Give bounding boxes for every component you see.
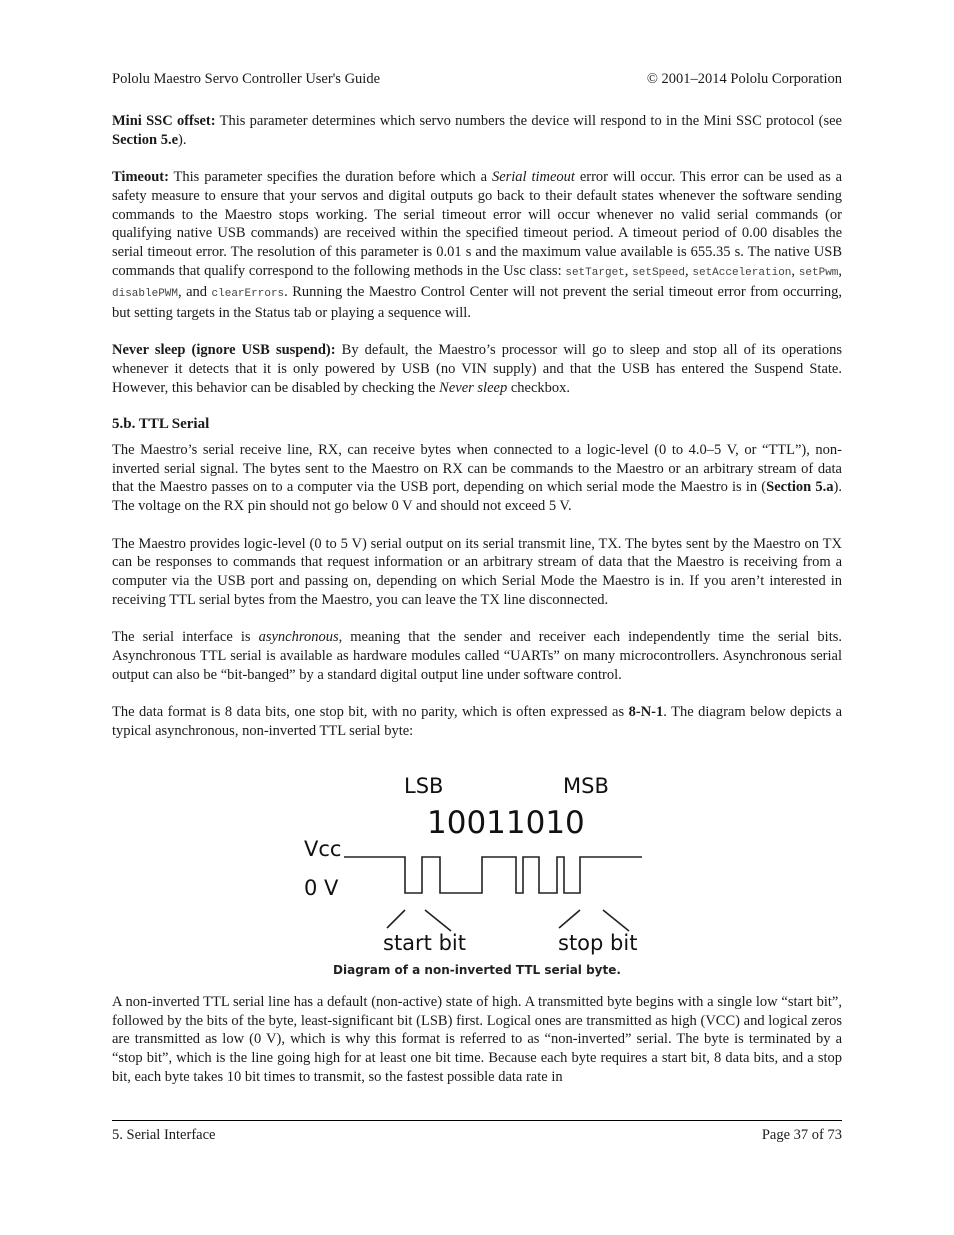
ttl-serial-diagram [112,745,842,963]
timeout-term: Timeout: [112,169,169,186]
serial-timeout-em: Serial timeout [491,169,575,186]
lsb-label: LSB [404,773,444,798]
footer-divider [112,1120,842,1121]
sep: , [791,263,799,280]
async-text-2: , meaning that the sender and receiver each independently time the serial bits. Asynchronous TTL serial is available as hardware modules called “UARTs” on many microcontrollers. Asynchronous serial output can also be “bit-banged” by a standard digital output line under software control. [112,629,842,683]
never-sleep-text: By default, the Maestro’s processor will go to sleep and stop all of its operations whenever it detects that it is only powered by USB (no VIN supply) and that the USB has entered the Suspend State. However, this behavior can be disabled by checking the [112,341,842,396]
zero-volt-label: 0 V [304,875,339,900]
non-inverted-paragraph: A non-inverted TTL serial line has a default (non-active) state of high. A transmitted byte begins with a single low “start bit”, followed by the bits of the byte, least-significant bit (LSB) first. Logical ones are transmitted as high (VCC) and logical zeros are transmitted as low (0 V), which is why this format is referred to as “non-inverted” serial. The byte is terminated by a “stop bit”, which is the line going high for at least one bit time. Because each byte requires a start bit, 8 data bits, and a stop bit, each byte takes 10 bit times to transmit, so the fastest possible data rate in [112,993,842,1085]
section-5e-ref: Section 5.e [112,131,179,148]
asynchronous-em: asynchronous [258,629,339,646]
async-paragraph [112,628,842,684]
async-text: The serial interface is [112,629,259,646]
mini-ssc-text-end: ). [178,131,187,148]
start-bit-pointer-right [425,910,451,931]
footer-section: 5. Serial Interface [112,1127,216,1143]
rx-text-2: ). The voltage on the RX pin should not go below 0 V and should not exceed 5 V. [112,479,842,515]
msb-label: MSB [563,773,609,798]
code-setspeed: setSpeed [632,267,685,280]
footer-page-number: Page 37 of 73 [761,1127,842,1143]
diagram-caption: Diagram of a non-inverted TTL serial byte. [333,962,621,977]
timeout-paragraph [112,168,842,322]
8n1-strong: 8-N-1 [628,704,664,721]
mini-ssc-offset-paragraph [112,112,842,150]
header-title: Pololu Maestro Servo Controller User's Guide [112,71,381,87]
waveform-line [344,857,642,893]
section-5a-ref: Section 5.a [766,479,834,496]
format-text: The data format is 8 data bits, one stop bit, with no parity, which is often expressed as [112,704,629,721]
start-bit-label: start bit [383,930,466,955]
sep: , and [178,283,212,300]
ttl-serial-diagram-svg [112,745,842,963]
page-footer [112,1127,842,1144]
mini-ssc-offset-term: Mini SSC offset: [112,113,216,129]
format-text-2: . The diagram below depicts a typical asynchronous, non-inverted TTL serial byte: [112,704,843,739]
never-sleep-text-2: checkbox. [507,379,571,396]
code-setacceleration: setAcceleration [692,267,792,280]
never-sleep-em: Never sleep [439,379,508,396]
vcc-label: Vcc [304,836,342,861]
stop-bit-label: stop bit [558,930,638,955]
page-header [112,71,842,88]
code-clearerrors: clearErrors [211,287,285,300]
sep: , [838,263,843,280]
byte-value-label: 10011010 [427,804,585,841]
tx-paragraph: The Maestro provides logic-level (0 to 5 V) serial output on its serial transmit line, TX. The bytes sent by the Maestro on TX can be responses to commands that request information or an arbitrary stream of data that the Maestro is receiving from a computer via the USB port and passing on, depending on which Serial Mode the Maestro is in. If you aren’t interested in receiving TTL serial bytes from the Maestro, you can leave the TX line disconnected. [112,535,842,608]
code-disablepwm: disablePWM [112,287,179,300]
timeout-text: This parameter specifies the duration before which a [168,169,492,186]
code-settarget: setTarget [565,267,625,280]
never-sleep-term: Never sleep (ignore USB suspend): [112,341,336,358]
timeout-text-2: error will occur. This error can be used as a safety measure to ensure that your servos and digital outputs go back to their default states whenever the software sending commands to the Maestro stops working. The serial timeout error will occur whenever no valid serial commands (or qualifying native USB commands) are received within the specified timeout period. A timeout period of 0.00 disables the serial timeout error. The resolution of this parameter is 0.01 s and the maximum value available is 655.35 s. The native USB commands that qualify correspond to the following methods in the Usc class: [112,169,843,280]
timeout-text-3: . Running the Maestro Control Center will not prevent the serial timeout error from occurring, but setting targets in the Status tab or playing a sequence will. [112,283,843,321]
stop-bit-pointer-right [603,910,629,931]
never-sleep-paragraph [112,341,842,397]
mini-ssc-text: This parameter determines which servo numbers the device will respond to in the Mini SSC protocol (see [215,113,842,129]
sep: , [684,263,693,280]
section-title: 5.b. TTL Serial [112,415,210,432]
stop-bit-pointer-left [559,910,580,928]
rx-paragraph [112,441,842,516]
data-format-paragraph [112,703,842,741]
page-content [112,112,842,1105]
sep: , [624,263,633,280]
code-setpwm: setPwm [798,267,839,280]
header-copyright: © 2001–2014 Pololu Corporation [646,71,842,87]
rx-text: The Maestro’s serial receive line, RX, can receive bytes when connected to a logic-level (0 to 4.0–5 V, or “TTL”), non-inverted serial signal. The bytes sent to the Maestro on RX can be commands to the Maestro or an arbitrary stream of data that the Maestro passes on to a computer via the USB port, depending on which serial mode the Maestro is in ( [112,441,842,496]
start-bit-pointer-left [387,910,405,928]
